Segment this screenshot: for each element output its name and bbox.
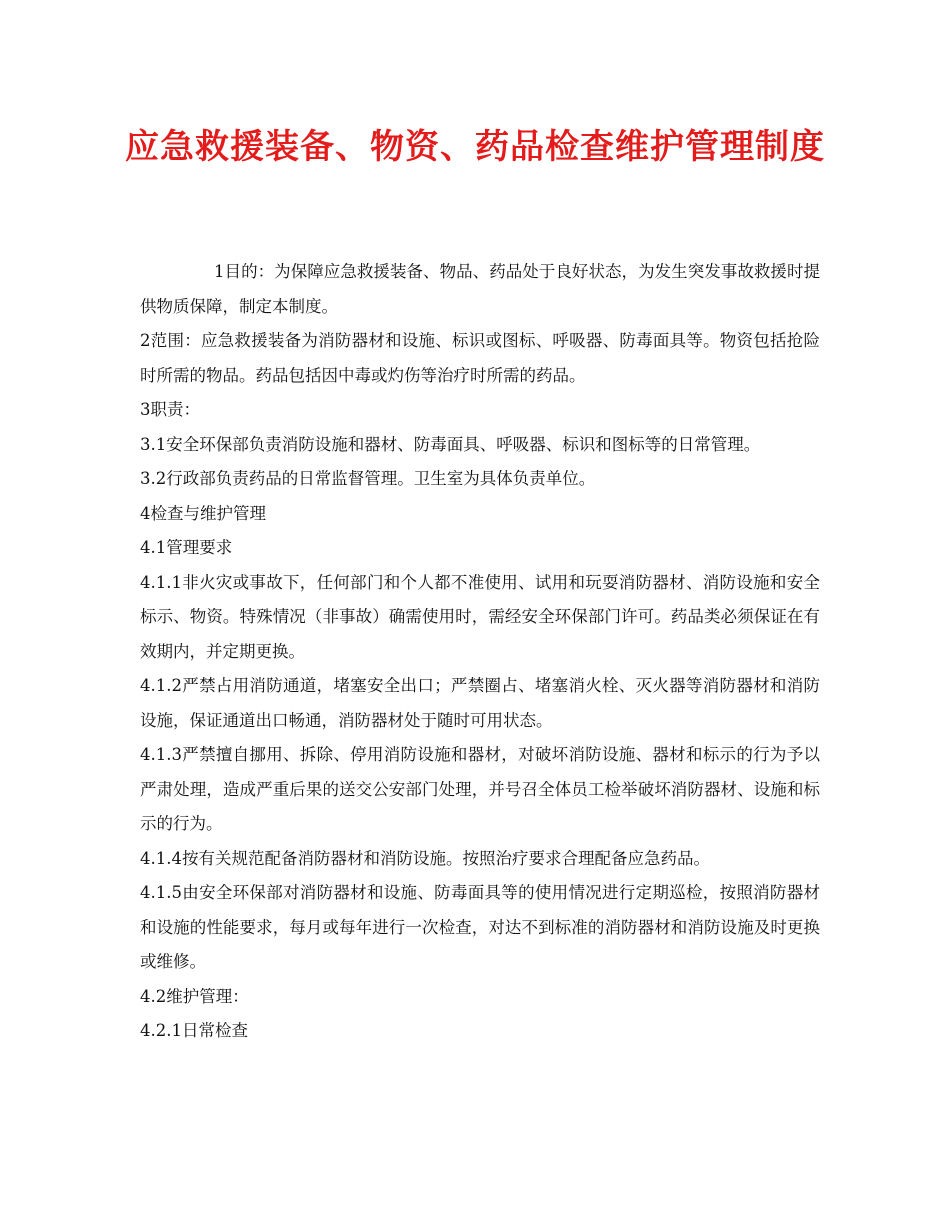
paragraph-4-1-heading: 4.1管理要求 xyxy=(140,538,233,557)
paragraph-inspection-heading: 4检查与维护管理 xyxy=(140,503,266,523)
paragraph-3-1: 3.1安全环保部负责消防设施和器材、防毒面具、呼吸器、标识和图标等的日常管理。 xyxy=(140,434,761,454)
paragraph-4-1-2: 4.1.2严禁占用消防通道，堵塞安全出口；严禁圈占、堵塞消火栓、灭火器等消防器材和消防设施，保证通道出口畅通，消防器材处于随时可用状态。 xyxy=(140,676,820,730)
paragraph-4-1-5: 4.1.5由安全环保部对消防器材和设施、防毒面具等的使用情况进行定期巡检，按照消防器材和设施的性能要求，每月或每年进行一次检查，对达不到标准的消防器材和消防设施及时更换或维修。 xyxy=(140,883,820,971)
paragraph-4-2-heading: 4.2维护管理： xyxy=(140,986,249,1006)
paragraph-4-1-4: 4.1.4按有关规范配备消防器材和消防设施。按照治疗要求合理配备应急药品。 xyxy=(140,848,710,868)
paragraph-4-1-3: 4.1.3严禁擅自挪用、拆除、停用消防设施和器材，对破坏消防设施、器材和标示的行为予以严肃处理，造成严重后果的送交公安部门处理，并号召全体员工检举破坏消防器材、设施和标示的行为。 xyxy=(140,745,820,833)
paragraph-4-1-1: 4.1.1非火灾或事故下，任何部门和个人都不准使用、试用和玩耍消防器材、消防设施和安全标示、物资。特殊情况（非事故）确需使用时，需经安全环保部门许可。药品类必须保证在有效期内，并定期更换。 xyxy=(140,572,820,661)
paragraph-purpose: 1目的：为保障应急救援装备、物品、药品处于良好状态，为发生突发事故救援时提供物质保障，制定本制度。 xyxy=(140,262,820,316)
paragraph-scope: 2范围：应急救援装备为消防器材和设施、标识或图标、呼吸器、防毒面具等。物资包括抢险时所需的物品。药品包括因中毒或灼伤等治疗时所需的药品。 xyxy=(140,331,820,385)
paragraph-3-2: 3.2行政部负责药品的日常监督管理。卫生室为具体负责单位。 xyxy=(140,469,596,488)
paragraph-4-2-1: 4.2.1日常检查 xyxy=(140,1021,248,1040)
paragraph-responsibilities-heading: 3职责： xyxy=(140,400,200,419)
document-body xyxy=(140,255,820,1049)
document-title: 应急救援装备、物资、药品检查维护管理制度 xyxy=(125,127,825,167)
